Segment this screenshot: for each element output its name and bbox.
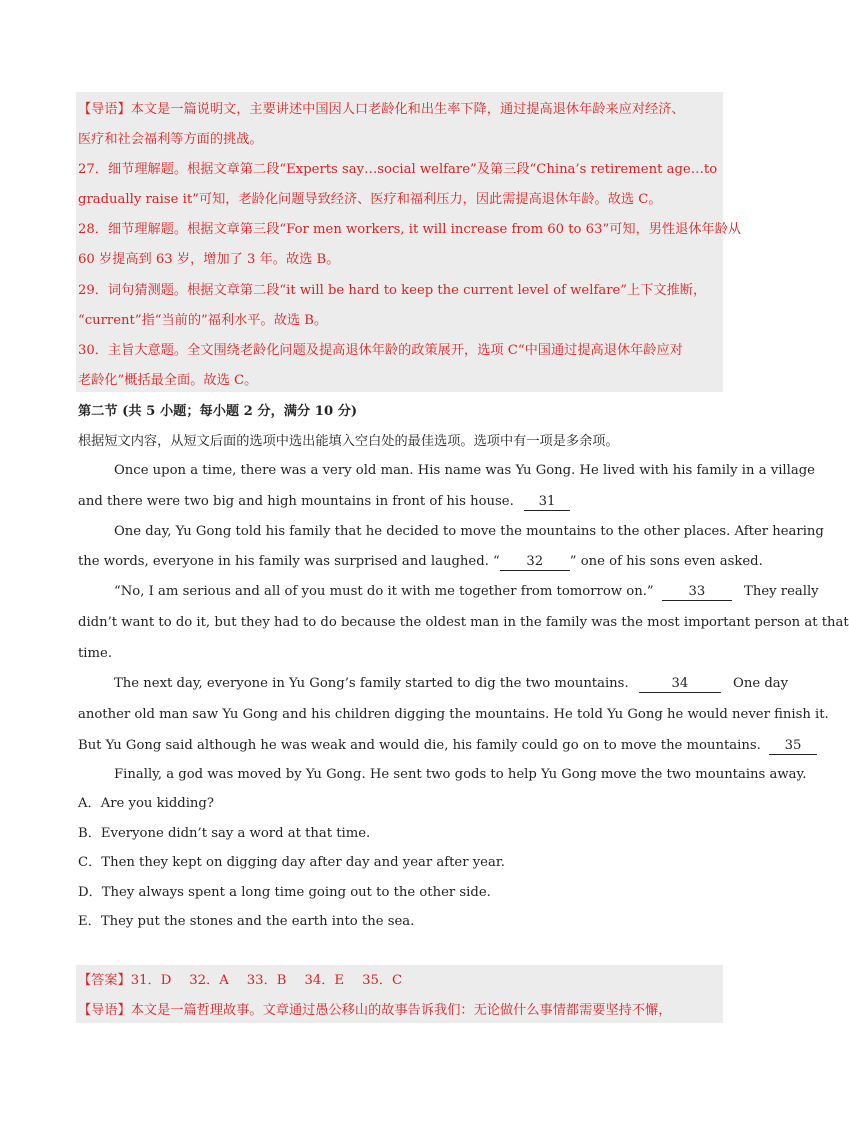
passage-p3-line2: didn’t want to do it, but they had to do because the oldest man in the family was the most important person at that [78,615,849,630]
explanation-line-10: 老龄化”概括最全面。故选 C。 [78,373,258,388]
blank-35: 35 [769,738,817,755]
blank-32: 32 [500,554,570,571]
passage-p5-line1: Finally, a god was moved by Yu Gong. He sent two gods to help Yu Gong move the two mountains away. [114,767,807,782]
passage-p1-line2 [78,492,570,512]
option-d: D．They always spent a long time going out to the other side. [78,885,491,900]
passage-text: ” one of his sons even asked. [569,554,763,569]
passage-p4-line1 [114,674,788,694]
blank-31: 31 [524,494,570,511]
blank-34: 34 [639,676,721,693]
passage-p1-line1: Once upon a time, there was a very old man. His name was Yu Gong. He lived with his family in a village [114,463,815,478]
passage-text: They really [744,584,819,599]
passage-p3-line3: time. [78,646,113,661]
explanation-line-1: 【导语】本文是一篇说明文，主要讲述中国因人口老龄化和出生率下降，通过提高退休年龄来应对经济、 [78,102,685,117]
explanation-line-5: 28．细节理解题。根据文章第三段“For men workers, it will increase from 60 to 63”可知，男性退休年龄从 [78,222,742,237]
passage-text: “No, I am serious and all of you must do it with me together from tomorrow on.” [114,584,654,599]
passage-text: One day [733,676,789,691]
explanation-line-6: 60 岁提高到 63 岁，增加了 3 年。故选 B。 [78,252,340,267]
passage-p2-line1: One day, Yu Gong told his family that he decided to move the mountains to the other places. After hearing [114,524,824,539]
answer-guide-line: 【导语】本文是一篇哲理故事。文章通过愚公移山的故事告诉我们：无论做什么事情都需要坚持不懈， [78,1003,672,1018]
passage-text: the words, everyone in his family was surprised and laughed. “ [78,554,500,569]
passage-p2-line2 [78,552,763,572]
answer-item: 33．B [246,973,287,988]
section-heading: 第二节 (共 5 小题；每小题 2 分，满分 10 分) [78,404,358,419]
answer-item: 35．C [362,973,403,988]
blank-33: 33 [662,584,732,601]
passage-text: The next day, everyone in Yu Gong’s family started to dig the two mountains. [114,676,629,691]
answer-item: 31．D [130,973,172,988]
passage-text: and there were two big and high mountains in front of his house. [78,494,514,509]
passage-p4-line3 [78,736,817,756]
option-a: A．Are you kidding? [78,796,214,811]
passage-p3-line1 [114,582,819,602]
explanation-line-2: 医疗和社会福利等方面的挑战。 [78,132,263,147]
answer-item: 34．E [304,973,345,988]
explanation-line-4: gradually raise it”可知，老龄化问题导致经济、医疗和福利压力，因此需提高退休年龄。故选 C。 [78,192,662,207]
passage-text: But Yu Gong said although he was weak and would die, his family could go on to move the mountains. [78,738,761,753]
explanation-line-3: 27．细节理解题。根据文章第二段“Experts say…social welfare”及第三段“China’s retirement age…to [78,162,718,177]
answer-label: 【答案】 [78,973,131,988]
option-e: E．They put the stones and the earth into the sea. [78,914,415,929]
section-instruction: 根据短文内容，从短文后面的选项中选出能填入空白处的最佳选项。选项中有一项是多余项。 [78,434,619,449]
explanation-line-7: 29．词句猜测题。根据文章第二段“it will be hard to keep the current level of welfare”上下文推断， [78,283,707,298]
answer-line [78,971,420,991]
option-b: B．Everyone didn’t say a word at that time. [78,826,371,841]
explanation-line-9: 30．主旨大意题。全文围绕老龄化问题及提高退休年龄的政策展开，选项 C“中国通过提高退休年龄应对 [78,343,683,358]
explanation-line-8: “current”指“当前的”福利水平。故选 B。 [78,313,328,328]
answer-item: 32．A [189,973,229,988]
passage-p4-line2: another old man saw Yu Gong and his children digging the mountains. He told Yu Gong he would never finish it. [78,707,829,722]
option-c: C．Then they kept on digging day after day and year after year. [78,855,505,870]
